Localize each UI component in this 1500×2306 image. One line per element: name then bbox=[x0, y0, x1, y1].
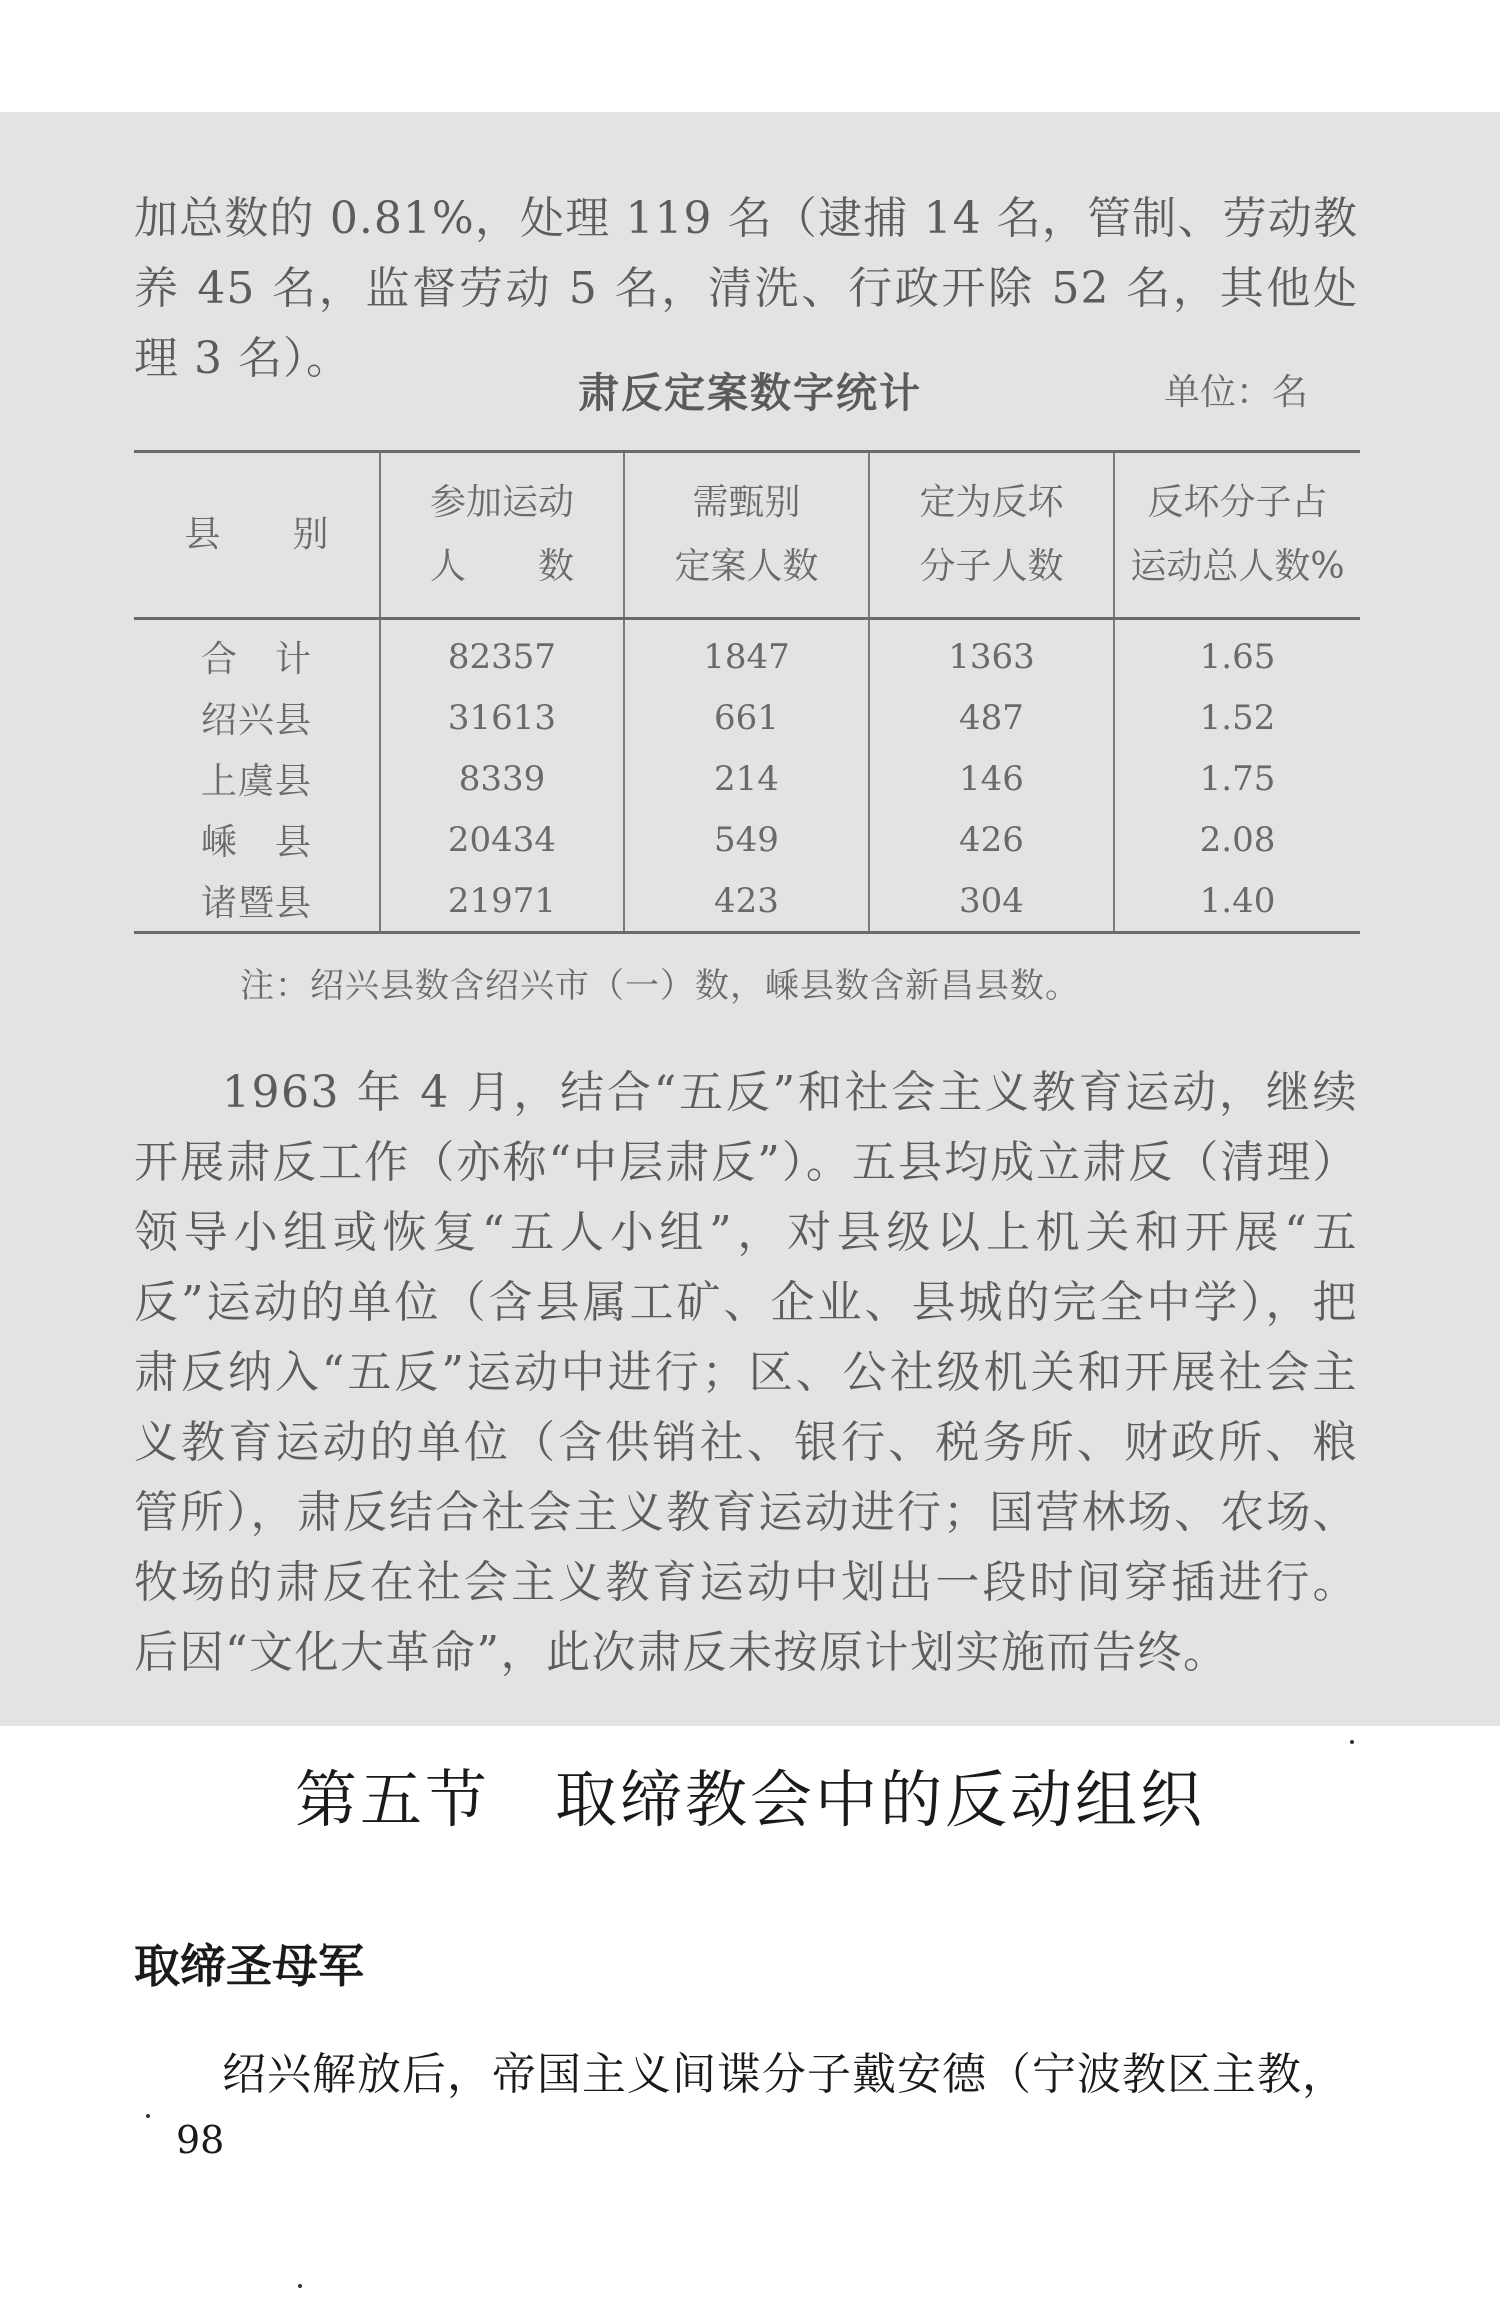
header-percent: 反坏分子占 运动总人数% bbox=[1114, 452, 1360, 619]
scan-speck bbox=[146, 2114, 150, 2118]
cell-counter: 426 bbox=[869, 809, 1114, 870]
cell-participants: 8339 bbox=[380, 748, 624, 809]
cell-participants: 82357 bbox=[380, 619, 624, 688]
table-unit: 单位：名 bbox=[1164, 372, 1309, 413]
table-row bbox=[134, 619, 1360, 688]
cell-participants: 21971 bbox=[380, 870, 624, 933]
scan-speck bbox=[1350, 1740, 1354, 1744]
cell-participants: 20434 bbox=[380, 809, 624, 870]
bottom-paragraph: 绍兴解放后，帝国主义间谍分子戴安德（宁波教区主教， bbox=[222, 2049, 1347, 2100]
header-county: 县 别 bbox=[184, 514, 329, 555]
cell-screening: 214 bbox=[624, 748, 869, 809]
main-paragraph: 1963 年 4 月，结合“五反”和社会主义教育运动，继续开展肃反工作（亦称“中层肃反”）。五县均成立肃反（清理）领导小组或恢复“五人小组”，对县级以上机关和开展“五反”运动的单位（含县属工矿、企业、县城的完全中学），把肃反纳入“五反”运动中进行；区、公社级机关和开展社会主义教育运动的单位（含供销社、银行、税务所、财政所、粮管所），肃反结合社会主义教育运动进行；国营林场、农场、牧场的肃反在社会主义教育运动中划出一段时间穿插进行。后因“文化大革命”，此次肃反未按原计划实施而告终。 bbox=[134, 1067, 1358, 1678]
cell-county: 绍兴县 bbox=[200, 700, 312, 741]
table-title: 肃反定案数字统计 bbox=[578, 369, 922, 417]
cell-screening: 423 bbox=[624, 870, 869, 933]
header-participants: 参加运动 人 数 bbox=[380, 452, 624, 619]
section-title: 第五节 取缔教会中的反动组织 bbox=[294, 1763, 1205, 1836]
table-row bbox=[134, 687, 1360, 748]
cell-percent: 1.65 bbox=[1114, 619, 1360, 688]
cell-county: 合 计 bbox=[200, 639, 312, 680]
page-number: 98 bbox=[176, 2118, 225, 2162]
table-row bbox=[134, 748, 1360, 809]
table-row bbox=[134, 870, 1360, 933]
cell-percent: 1.75 bbox=[1114, 748, 1360, 809]
cell-percent: 1.52 bbox=[1114, 687, 1360, 748]
cell-percent: 1.40 bbox=[1114, 870, 1360, 933]
cell-counter: 304 bbox=[869, 870, 1114, 933]
cell-screening: 549 bbox=[624, 809, 869, 870]
table-header-row bbox=[134, 452, 1360, 619]
top-paragraph: 加总数的 0.81%，处理 119 名（逮捕 14 名，管制、劳动教养 45 名，监督劳动 5 名，清洗、行政开除 52 名，其他处理 3 名）。 bbox=[134, 193, 1358, 384]
cell-county: 诸暨县 bbox=[200, 883, 312, 924]
subheading: 取缔圣母军 bbox=[134, 1939, 364, 1993]
table-note: 注：绍兴县数含绍兴市（一）数，嵊县数含新昌县数。 bbox=[240, 966, 1080, 1006]
cell-county: 上虞县 bbox=[200, 761, 312, 802]
scan-speck bbox=[298, 2284, 302, 2288]
table-row bbox=[134, 809, 1360, 870]
cell-counter: 487 bbox=[869, 687, 1114, 748]
cell-counter: 146 bbox=[869, 748, 1114, 809]
cell-participants: 31613 bbox=[380, 687, 624, 748]
cell-percent: 2.08 bbox=[1114, 809, 1360, 870]
statistics-table bbox=[134, 450, 1360, 934]
cell-screening: 1847 bbox=[624, 619, 869, 688]
header-screening: 需甄别 定案人数 bbox=[624, 452, 869, 619]
cell-county: 嵊 县 bbox=[200, 822, 312, 863]
cell-counter: 1363 bbox=[869, 619, 1114, 688]
header-counter: 定为反坏 分子人数 bbox=[869, 452, 1114, 619]
cell-screening: 661 bbox=[624, 687, 869, 748]
